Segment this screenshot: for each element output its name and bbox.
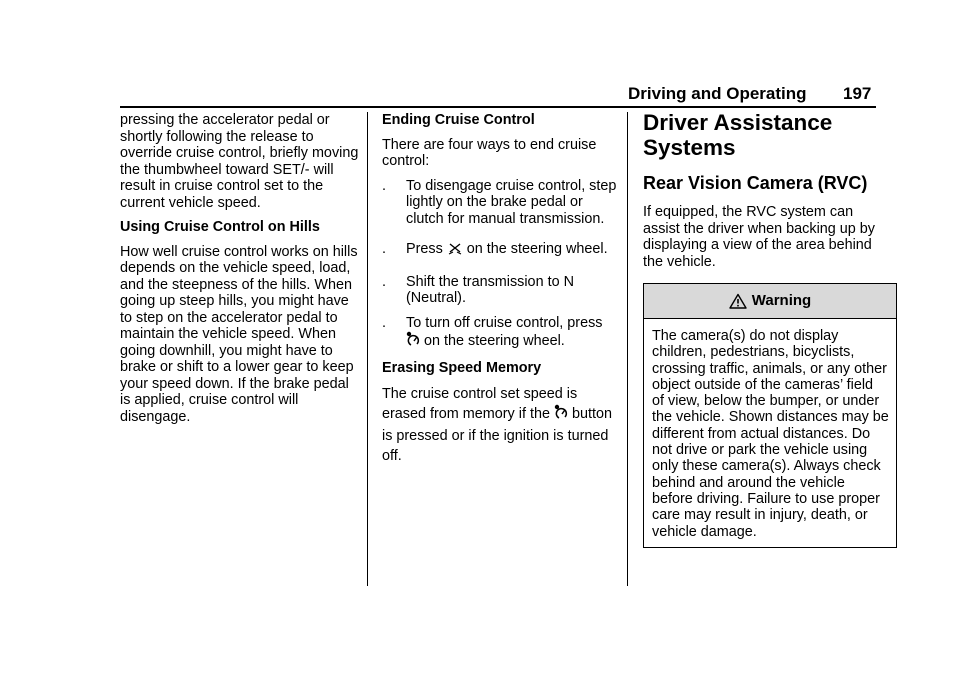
section-title: Driving and Operating [628, 84, 807, 103]
column-3 [643, 110, 889, 548]
list-item [382, 274, 618, 307]
column-2 [382, 112, 618, 474]
bullet-text: To disengage cruise control, step lightly on the brake pedal or clutch for manual transmission. [406, 177, 617, 227]
column-divider-1 [367, 112, 368, 586]
bullet-mark: . [382, 177, 386, 194]
warning-header [644, 284, 896, 319]
warning-box [643, 283, 897, 548]
erasing-paragraph [382, 384, 618, 466]
subsection-heading: Rear Vision Camera (RVC) [643, 173, 868, 193]
cruise-cancel-icon [447, 241, 463, 260]
bullet-text: Shift the transmission to N (Neutral). [406, 273, 574, 306]
bullet-mark: . [382, 273, 386, 290]
cruise-control-icon [406, 331, 420, 352]
hills-heading: Using Cruise Control on Hills [120, 219, 320, 235]
bullet-text-post: on the steering wheel. [466, 241, 608, 257]
page-number: 197 [843, 84, 872, 103]
list-item [382, 178, 618, 228]
ending-intro: There are four ways to end cruise control: [382, 136, 597, 169]
erasing-text-post: button is pressed or if the ignition is turned off. [382, 406, 612, 464]
rvc-intro: If equipped, the RVC system can assist the driver when backing up by displaying a view of the area behind the vehicle. [643, 204, 875, 270]
bullet-text-post: on the steering wheel. [424, 333, 565, 349]
warning-text: The camera(s) do not display children, pedestrians, bicyclists, crossing traffic, animals, or any other object outside of the cameras’ field of view, below the bumper, or under the vehicle. Shown distances may be different from actual distances. Do not drive or park the vehicle using only these camera(s). Always check behind and around the vehicle before driving. Failure to use proper care may result in injury, death, or vehicle damage. [652, 328, 889, 540]
column-divider-2 [627, 112, 628, 586]
warning-label: Warning [751, 291, 812, 309]
erasing-text-pre: The cruise control set speed is erased from memory if the [382, 386, 578, 422]
section-heading: Driver Assistance Systems [643, 110, 833, 160]
list-item [382, 241, 618, 260]
header-rule [120, 106, 876, 108]
column-1 [120, 112, 360, 433]
cruise-control-icon [554, 404, 568, 426]
warning-triangle-icon [729, 293, 747, 309]
continued-paragraph: pressing the accelerator pedal or shortly following the release to override cruise control, briefly moving the thumbwheel toward SET/- will result in cruise control set to the current vehicle speed. [120, 112, 359, 211]
bullet-mark: . [382, 241, 386, 257]
bullet-text-pre: Press [406, 241, 443, 257]
bullet-mark: . [382, 314, 386, 331]
list-item [382, 315, 618, 352]
erasing-heading: Erasing Speed Memory [382, 359, 542, 376]
hills-paragraph: How well cruise control works on hills depends on the vehicle speed, load, and the steepness of the hills. When going up steep hills, you might have to step on the accelerator pedal to maintain the vehicle speed. When going downhill, you might have to brake or shift to a lower gear to keep your speed down. If the brake pedal is applied, cruise control will disengage. [120, 243, 358, 425]
bullet-text-pre: To turn off cruise control, press [406, 314, 603, 331]
ending-heading: Ending Cruise Control [382, 112, 535, 128]
